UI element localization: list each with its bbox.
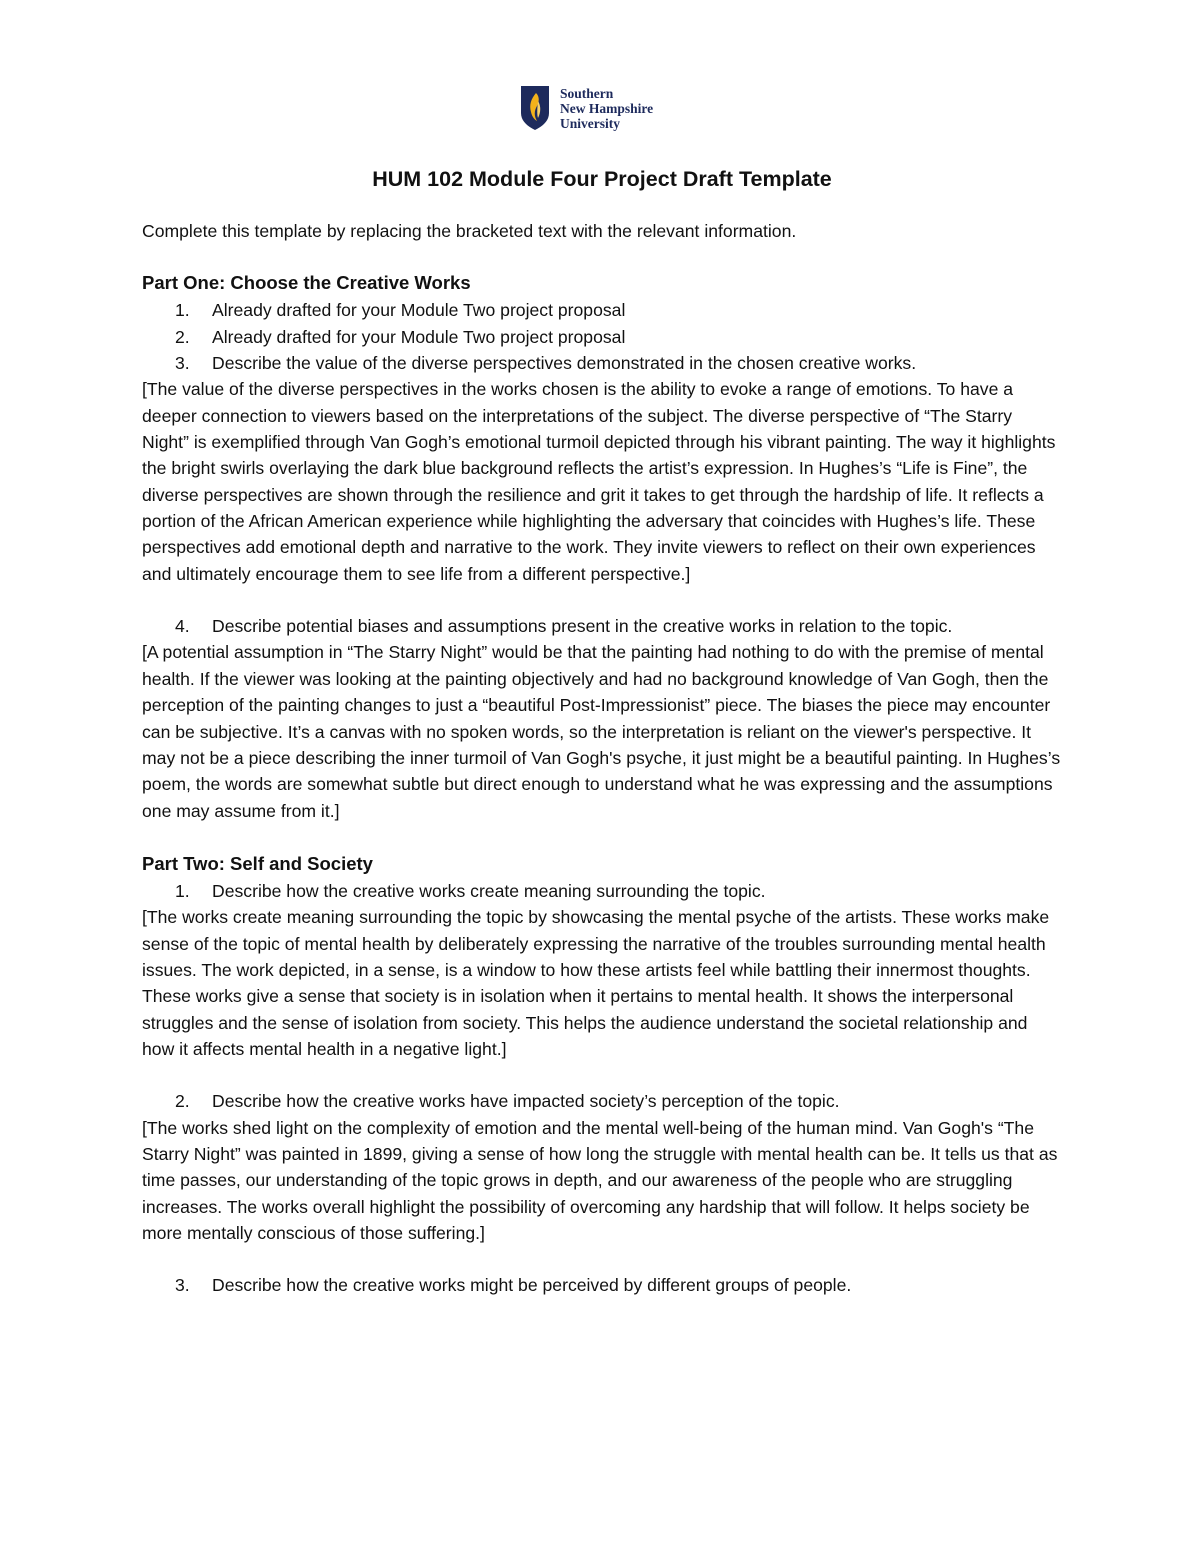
- answer-paragraph: [The value of the diverse perspectives in the works chosen is the ability to evoke a range of emotions. To have a deeper connection to viewers based on the interpretations of the subject. The diverse perspective of “The Starry Night” is exemplified through Van Gogh’s emotional turmoil depicted through his vibrant painting. The way it highlights the bright swirls overlaying the dark blue background reflects the artist’s expression. In Hughes’s “Life is Fine”, the diverse perspectives are shown through the resilience and grit it takes to get through the hardship of life. It reflects a portion of the African American experience while highlighting the adversary that coincides with Hughes’s life. These perspectives add emotional depth and narrative to the work. They invite viewers to reflect on their own experiences and ultimately encourage them to see life from a different perspective.]: [142, 379, 1056, 584]
- list-text: Describe how the creative works might be perceived by different groups of people.: [212, 1275, 852, 1296]
- list-text: Describe the value of the diverse perspectives demonstrated in the chosen creative works.: [212, 353, 917, 374]
- spacer: [142, 587, 1062, 613]
- answer-paragraph: [The works create meaning surrounding the topic by showcasing the mental psyche of the artists. These works make sense of the topic of mental health by deliberately expressing the narrative of the troubles surrounding mental health issues. The work depicted, in a sense, is a window to how these artists feel while battling their innermost thoughts. These works give a sense that society is in isolation when it pertains to mental health. It shows the interpersonal struggles and the sense of isolation from society. This helps the audience understand the societal relationship and how it affects mental health in a negative light.]: [142, 907, 1050, 1059]
- spacer: [142, 824, 1062, 850]
- list-text: Describe how the creative works create meaning surrounding the topic.: [212, 880, 766, 901]
- list-item: [142, 613, 1062, 639]
- logo-line-2: New Hampshire: [560, 100, 654, 116]
- part-one-heading: Part One: Choose the Creative Works: [142, 272, 471, 294]
- list-text: Already drafted for your Module Two project proposal: [212, 300, 626, 321]
- list-number: 3.: [175, 1275, 190, 1296]
- list-item: [142, 878, 1062, 904]
- document-body: [142, 162, 1062, 1299]
- answer-paragraph: [A potential assumption in “The Starry Night” would be that the painting had nothing to do with the premise of mental health. If the viewer was looking at the painting objectively and had no background knowledge of Van Gogh, then the perception of the painting changes to just a “beautiful Post-Impressionist” piece. The biases the piece may encounter can be subjective. It’s a canvas with no spoken words, so the interpretation is reliant on the viewer's perspective. It may not be a piece describing the inner turmoil of Van Gogh's psyche, it just might be a beautiful painting. In Hughes’s poem, the words are somewhat subtle but direct enough to understand what he was expressing and the assumptions one may assume from it.]: [142, 642, 1061, 821]
- list-item: [142, 350, 1062, 376]
- list-item: [142, 297, 1062, 323]
- list-number: 1.: [175, 880, 190, 901]
- list-item: [142, 1272, 1062, 1298]
- list-number: 1.: [175, 300, 190, 321]
- list-number: 2.: [175, 1091, 190, 1112]
- list-item: [142, 324, 1062, 350]
- logo-line-3: University: [560, 115, 620, 131]
- intro-text: Complete this template by replacing the bracketed text with the relevant information.: [142, 221, 797, 241]
- shield-flame-icon: [520, 85, 550, 131]
- answer-paragraph: [The works shed light on the complexity of emotion and the mental well-being of the human mind. Van Gogh's “The Starry Night” was painted in 1899, giving a sense of how long the struggle with mental health can be. It tells us that as time passes, our understanding of the topic grows in depth, and our awareness of the people who are struggling increases. The works overall highlight the possibility of overcoming any hardship that will follow. It helps society be more mentally conscious of those suffering.]: [142, 1117, 1058, 1243]
- list-text: Describe how the creative works have impacted society’s perception of the topic.: [212, 1091, 840, 1112]
- list-text: Already drafted for your Module Two project proposal: [212, 326, 626, 347]
- list-text: Describe potential biases and assumptions present in the creative works in relation to the topic.: [212, 616, 953, 637]
- list-number: 3.: [175, 353, 190, 374]
- list-item: [142, 1088, 1062, 1114]
- list-number: 4.: [175, 616, 190, 637]
- logo-wordmark: [560, 86, 653, 131]
- part-two-heading: Part Two: Self and Society: [142, 852, 373, 874]
- spacer: [142, 1062, 1062, 1088]
- spacer: [142, 1246, 1062, 1272]
- page-title: HUM 102 Module Four Project Draft Template: [372, 167, 832, 191]
- logo-line-1: Southern: [560, 85, 614, 101]
- university-logo: [520, 84, 653, 132]
- list-number: 2.: [175, 326, 190, 347]
